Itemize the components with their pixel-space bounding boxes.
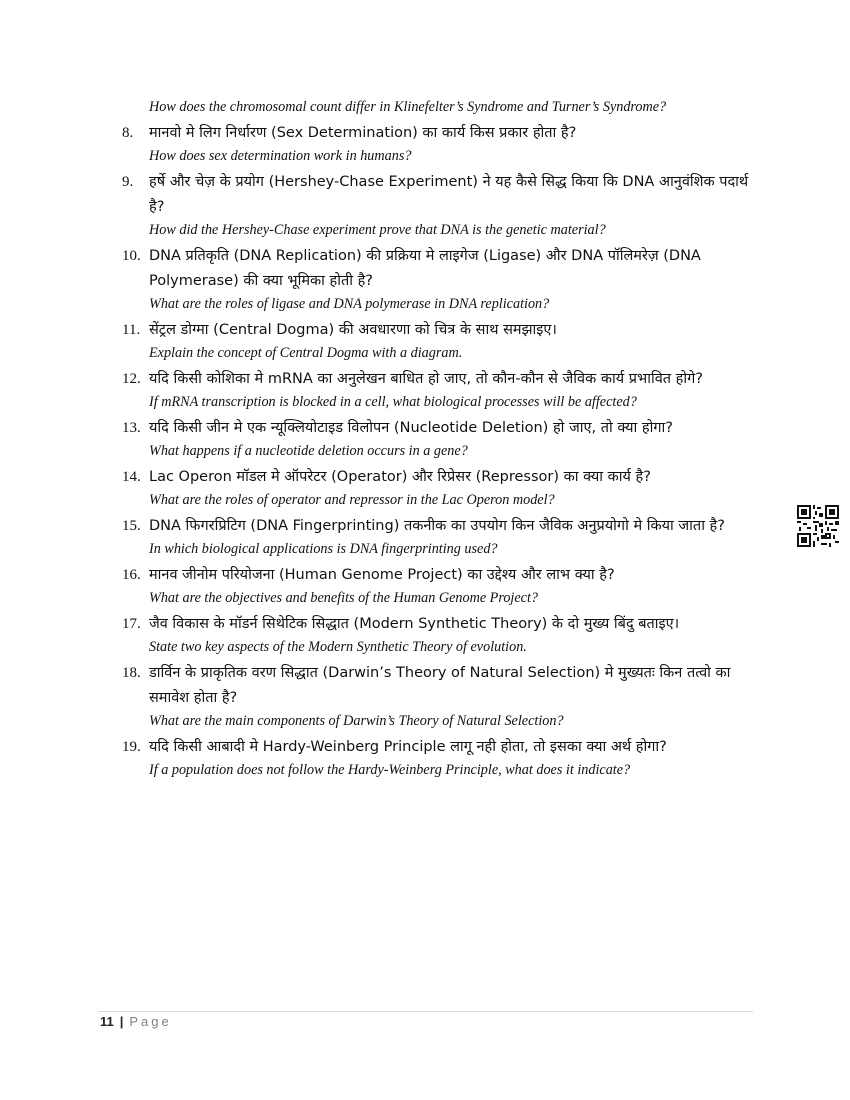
- question-number: 9.: [122, 174, 134, 190]
- question-hindi: मानवो मे लिग निर्धारण (Sex Determination) का कार्य किस प्रकार होता है?: [149, 125, 577, 141]
- question-english: What are the roles of operator and repressor in the Lac Operon model?: [149, 492, 555, 508]
- question-number: 15.: [122, 518, 141, 534]
- question-english: How does sex determination work in humans?: [149, 148, 412, 164]
- question-hindi: हर्षे और चेज़ के प्रयोग (Hershey-Chase Experiment) ने यह कैसे सिद्ध किया कि DNA आनुवंशिक पदार्थ है?: [149, 174, 749, 215]
- question-number: 18.: [122, 665, 141, 681]
- question-hindi: यदि किसी कोशिका मे mRNA का अनुलेखन बाधित हो जाए, तो कौन-कौन से जैविक कार्य प्रभावित होगे?: [149, 371, 703, 387]
- question-19: [122, 735, 762, 780]
- question-number: 13.: [122, 420, 141, 436]
- qr-code-icon[interactable]: [797, 505, 839, 547]
- question-hindi: यदि किसी जीन मे एक न्यूक्लियोटाइड विलोपन (Nucleotide Deletion) हो जाए, तो क्या होगा?: [149, 420, 673, 436]
- question-english: What happens if a nucleotide deletion occurs in a gene?: [149, 443, 468, 459]
- question-number: 12.: [122, 371, 141, 387]
- question-hindi: Lac Operon मॉडल मे ऑपरेटर (Operator) और रिप्रेसर (Repressor) का क्या कार्य है?: [149, 469, 651, 485]
- question-number: 10.: [122, 248, 141, 264]
- question-english: What are the roles of ligase and DNA polymerase in DNA replication?: [149, 296, 550, 312]
- question-9: [122, 170, 762, 240]
- page-number: 11: [100, 1014, 114, 1029]
- question-10: [122, 244, 762, 314]
- question-english: If a population does not follow the Hardy-Weinberg Principle, what does it indicate?: [149, 762, 631, 778]
- question-hindi: DNA फिगरप्रिटिग (DNA Fingerprinting) तकनीक का उपयोग किन जैविक अनुप्रयोगो मे किया जाता है?: [149, 518, 725, 534]
- question-8: [122, 121, 762, 166]
- question-number: 16.: [122, 567, 141, 583]
- question-english: How did the Hershey-Chase experiment prove that DNA is the genetic material?: [149, 222, 606, 238]
- question-16: [122, 563, 762, 608]
- question-number: 8.: [122, 125, 134, 141]
- question-hindi: DNA प्रतिकृति (DNA Replication) की प्रक्रिया मे लाइगेज (Ligase) और DNA पॉलिमरेज़ (DNA Polymerase) की क्या भूमिका होती है?: [149, 248, 701, 289]
- question-english: State two key aspects of the Modern Synthetic Theory of evolution.: [149, 639, 527, 655]
- question-17: [122, 612, 762, 657]
- question-hindi: जैव विकास के मॉडर्न सिथेटिक सिद्धात (Modern Synthetic Theory) के दो मुख्य बिंदु बताइए।: [149, 616, 680, 632]
- question-14: [122, 465, 762, 510]
- question-english: Explain the concept of Central Dogma with a diagram.: [149, 345, 463, 361]
- question-15: [122, 514, 762, 559]
- question-number: 14.: [122, 469, 141, 485]
- question-english: What are the main components of Darwin’s Theory of Natural Selection?: [149, 713, 564, 729]
- question-number: 17.: [122, 616, 141, 632]
- question-12: [122, 367, 762, 412]
- question-7-english-continuation: How does the chromosomal count differ in Klinefelter’s Syndrome and Turner’s Syndrome?: [149, 99, 667, 115]
- page-footer: [100, 1014, 172, 1029]
- question-hindi: सेंट्रल डोग्मा (Central Dogma) की अवधारणा को चित्र के साथ समझाइए।: [149, 322, 557, 338]
- footer-separator: |: [119, 1014, 124, 1029]
- question-number: 11.: [122, 322, 141, 338]
- question-13: [122, 416, 762, 461]
- question-hindi: यदि किसी आबादी मे Hardy-Weinberg Principle लागू नही होता, तो इसका क्या अर्थ होगा?: [149, 739, 667, 755]
- question-english: If mRNA transcription is blocked in a cell, what biological processes will be affected?: [149, 394, 637, 410]
- question-english: In which biological applications is DNA fingerprinting used?: [149, 541, 498, 557]
- question-hindi: डार्विन के प्राकृतिक वरण सिद्धात (Darwin’s Theory of Natural Selection) मे मुख्यतः किन तत्वो का समावेश होता है?: [149, 665, 731, 706]
- page-content: [122, 98, 762, 784]
- footer-divider: [98, 1011, 753, 1012]
- question-english: What are the objectives and benefits of the Human Genome Project?: [149, 590, 539, 606]
- question-hindi: मानव जीनोम परियोजना (Human Genome Project) का उद्देश्य और लाभ क्या है?: [149, 567, 615, 583]
- question-18: [122, 661, 762, 731]
- question-number: 19.: [122, 739, 141, 755]
- question-11: [122, 318, 762, 363]
- page-label: Page: [129, 1014, 172, 1029]
